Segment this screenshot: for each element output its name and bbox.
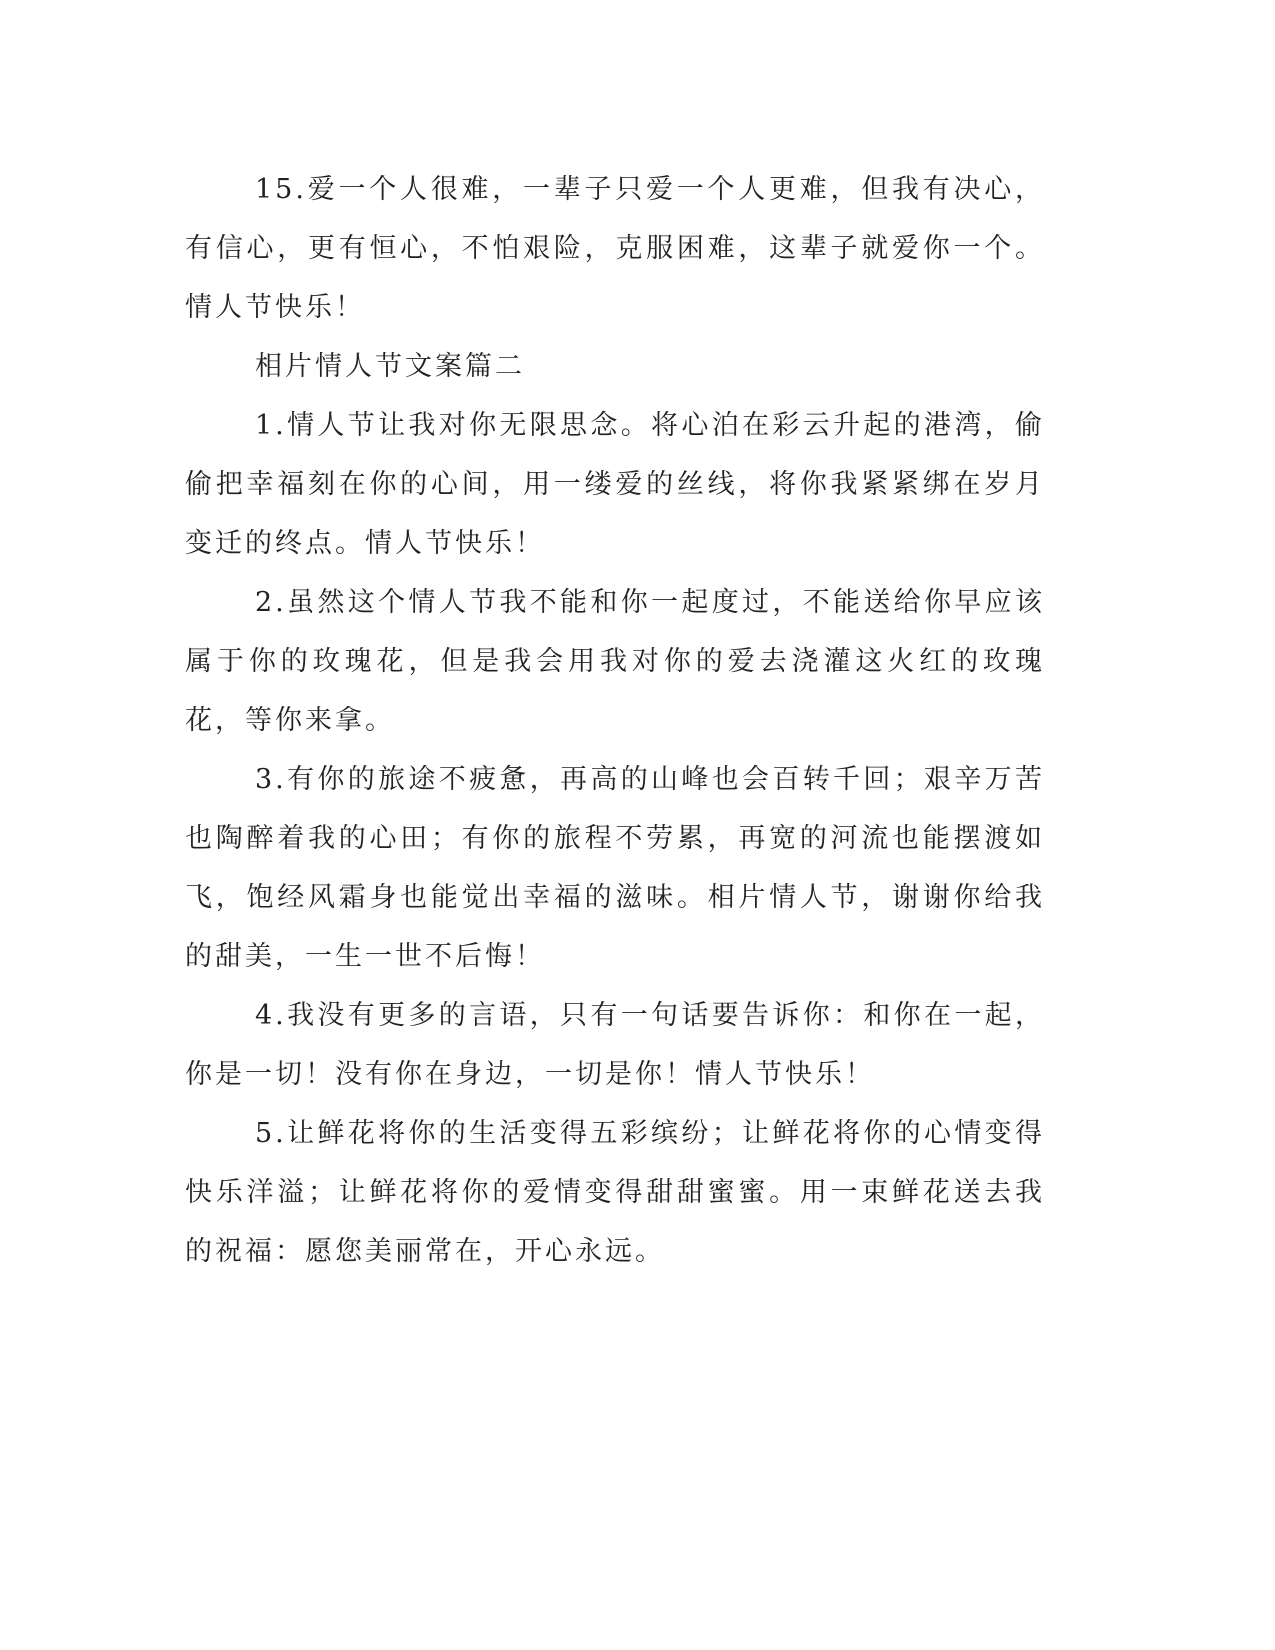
document-body	[185, 160, 1045, 1281]
paragraph-wish-1: 1.情人节让我对你无限思念。将心泊在彩云升起的港湾，偷偷把幸福刻在你的心间，用一缕爱的丝线，将你我紧紧绑在岁月变迁的终点。情人节快乐！	[185, 410, 1045, 559]
paragraph-wish-15: 15.爱一个人很难，一辈子只爱一个人更难，但我有决心，有信心，更有恒心，不怕艰险，克服困难，这辈子就爱你一个。情人节快乐！	[185, 174, 1045, 323]
paragraph-wish-3: 3.有你的旅途不疲惫，再高的山峰也会百转千回；艰辛万苦也陶醉着我的心田；有你的旅程不劳累，再宽的河流也能摆渡如飞，饱经风霜身也能觉出幸福的滋味。相片情人节，谢谢你给我的甜美，一生一世不后悔！	[185, 764, 1045, 972]
paragraph-wish-5: 5.让鲜花将你的生活变得五彩缤纷；让鲜花将你的心情变得快乐洋溢；让鲜花将你的爱情变得甜甜蜜蜜。用一束鲜花送去我的祝福：愿您美丽常在，开心永远。	[185, 1118, 1045, 1267]
paragraph-wish-2: 2.虽然这个情人节我不能和你一起度过，不能送给你早应该属于你的玫瑰花，但是我会用我对你的爱去浇灌这火红的玫瑰花，等你来拿。	[185, 587, 1045, 736]
paragraph-wish-4: 4.我没有更多的言语，只有一句话要告诉你：和你在一起，你是一切！没有你在身边，一切是你！情人节快乐！	[185, 1000, 1045, 1090]
section-heading: 相片情人节文案篇二	[255, 351, 525, 382]
